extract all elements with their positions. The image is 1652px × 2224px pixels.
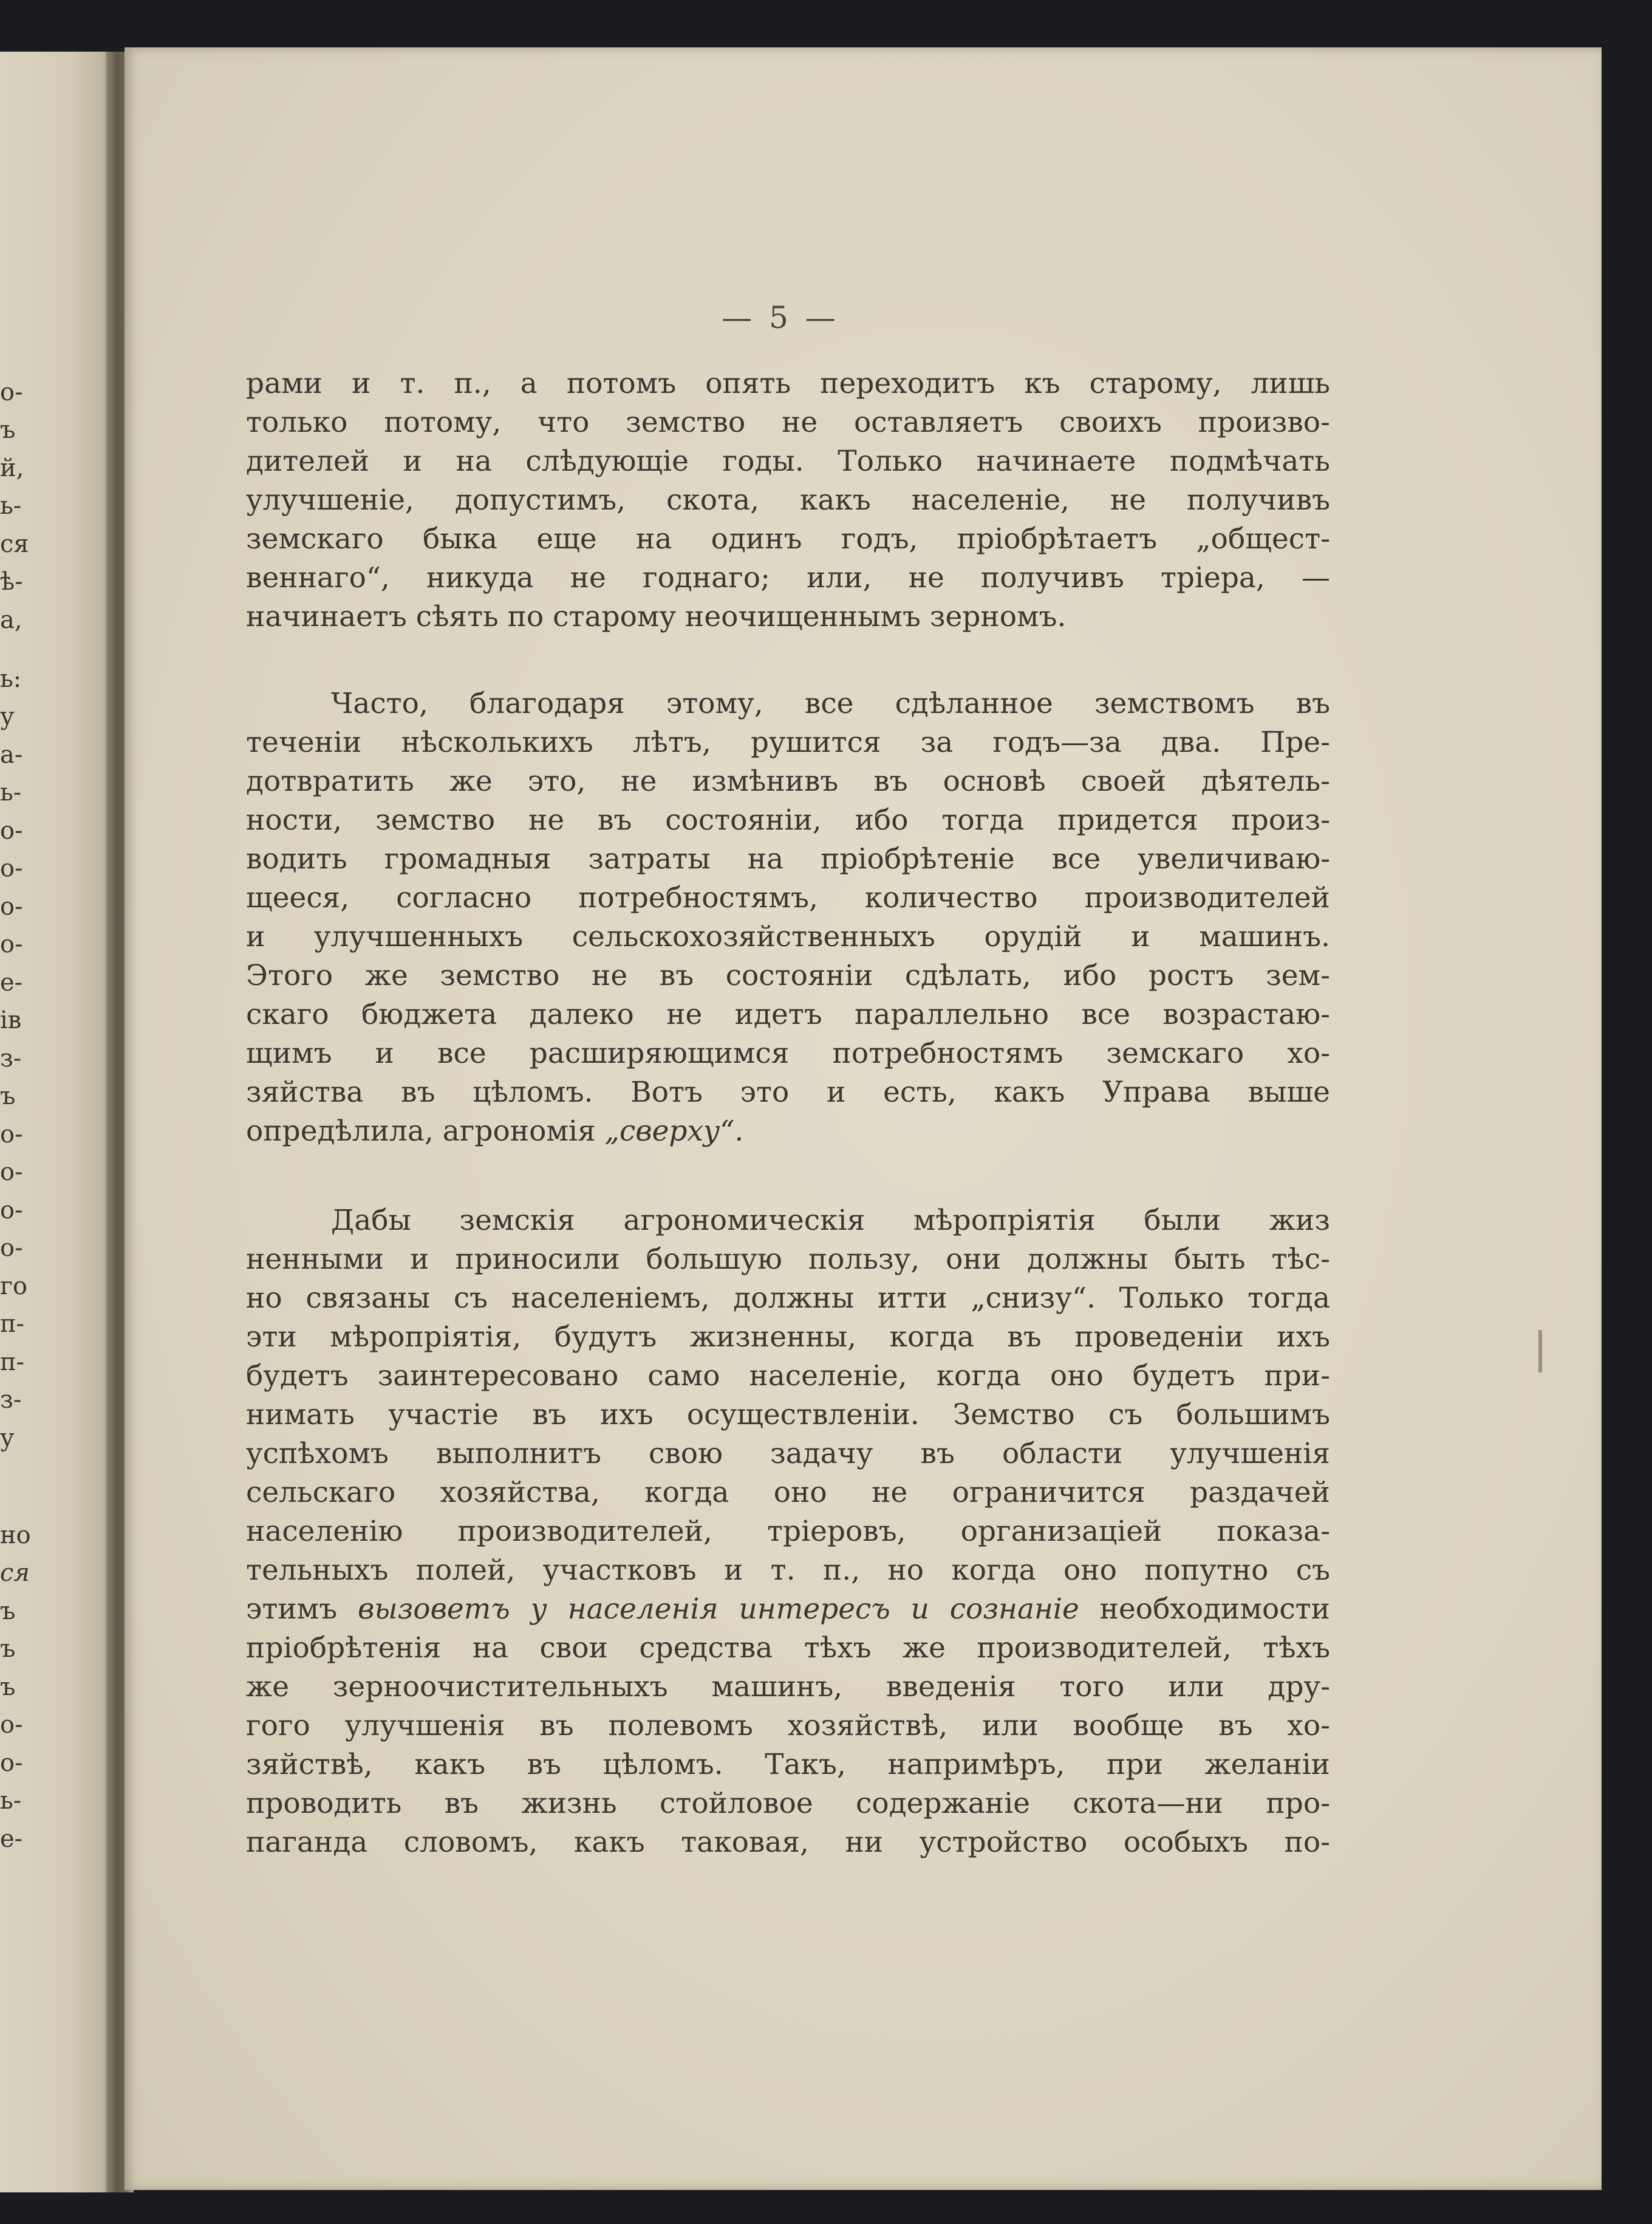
text-line: Часто, благодаря этому, все сдѣланное земствомъ въ [331,687,1330,720]
left-page-fragment: ся [0,530,29,558]
left-page-margin [0,52,115,2192]
left-page-fragment: о- [0,930,23,958]
left-page-fragment: е- [0,969,23,997]
page-number: — 5 — [722,300,839,335]
text-span: этимъ [246,1592,338,1626]
text-line: теченіи нѣсколькихъ лѣтъ, рушится за годъ—за два. Пре- [246,726,1330,759]
text-line: гого улучшенія въ полевомъ хозяйствѣ, или вообще въ хо- [246,1709,1330,1742]
emphasis-interest: вызоветъ у населенія интересъ и сознаніе [358,1592,1079,1626]
text-line: зяйствѣ, какъ въ цѣломъ. Такъ, напримѣръ, при желаніи [246,1748,1330,1781]
left-page-fragment: ъ [0,1597,16,1625]
left-page-fragment: о- [0,1234,23,1262]
left-page-fragment: ів [0,1006,22,1034]
left-page-fragment: ѣ- [0,568,23,596]
text-line: тельныхъ полей, участковъ и т. п., но когда оно попутно съ [246,1554,1330,1587]
text-line: проводить въ жизнь стойловое содержаніе скота—ни про- [246,1787,1330,1820]
text-span: необходимости [1099,1592,1330,1626]
left-page-fragment: а, [0,606,22,634]
left-page-fragment: о- [0,854,23,882]
left-page-fragment: ъ [0,1635,16,1663]
left-page-fragment: о- [0,1711,23,1739]
left-page-fragment: п- [0,1348,25,1376]
text-line: и улучшенныхъ сельскохозяйственныхъ орудій и машинъ. [246,920,1330,953]
left-page-fragment: о- [0,893,23,921]
text-line: дителей и на слѣдующіе годы. Только начинаете подмѣчать [246,445,1330,478]
text-line [246,1590,1330,1629]
text-line: ности, земство не въ состояніи, ибо тогда придется произ- [246,803,1330,837]
text-line: рами и т. п., а потомъ опять переходитъ къ старому, лишь [246,367,1330,400]
text-line: ненными и приносили большую пользу, они должны быть тѣс- [246,1243,1330,1276]
text-line [246,1112,1330,1151]
text-line: будетъ заинтересовано само населеніе, когда оно будетъ при- [246,1359,1330,1393]
page-edge-mark [1538,1330,1542,1373]
left-page-fragment: ъ [0,416,16,444]
left-page-fragment: о- [0,378,23,406]
text-line: же зерноочистительныхъ машинъ, введенія того или дру- [246,1670,1330,1704]
left-page-fragment: у [0,703,15,731]
text-line: эти мѣропріятія, будутъ жизненны, когда въ проведеніи ихъ [246,1320,1330,1354]
left-page-fragment: о- [0,1196,23,1224]
text-line: дотвратить же это, не измѣнивъ въ основѣ своей дѣятель- [246,765,1330,798]
text-line: успѣхомъ выполнитъ свою задачу въ области улучшенія [246,1437,1330,1470]
left-page-fragment: но [0,1521,31,1549]
text-line: Дабы земскія агрономическія мѣропріятія были жиз [331,1204,1330,1237]
text-line: щееся, согласно потребностямъ, количество производителей [246,881,1330,915]
text-line: только потому, что земство не оставляетъ своихъ произво- [246,406,1330,439]
text-line: но связаны съ населеніемъ, должны итти „снизу“. Только тогда [246,1281,1330,1315]
left-page-fragment: ь: [0,665,22,693]
left-page-fragment: ь- [0,779,22,807]
text-span: опредѣлила, агрономія [246,1114,596,1148]
left-page-fragment: о- [0,817,23,845]
text-line: земскаго быка еще на одинъ годъ, пріобрѣтаетъ „общест- [246,522,1330,556]
left-page-fragment: о- [0,1749,23,1777]
left-page-fragment: го [0,1272,28,1300]
left-page-fragment: ь- [0,1787,22,1815]
left-page-fragment: ь- [0,492,22,520]
text-line: улучшеніе, допустимъ, скота, какъ населеніе, не получивъ [246,483,1330,517]
left-page-fragment: у [0,1424,15,1452]
text-line: зяйства въ цѣломъ. Вотъ это и есть, какъ Управа выше [246,1076,1330,1109]
left-page-fragment: з- [0,1386,22,1414]
text-line: пріобрѣтенія на свои средства тѣхъ же производителей, тѣхъ [246,1631,1330,1665]
left-page-fragment: з- [0,1045,22,1073]
text-line: Этого же земство не въ состояніи сдѣлать, ибо ростъ зем- [246,959,1330,992]
text-line: сельскаго хозяйства, когда оно не ограничится раздачей [246,1476,1330,1509]
left-page-fragment: й, [0,454,24,482]
text-line: паганда словомъ, какъ таковая, ни устройство особыхъ по- [246,1826,1330,1859]
left-page-fragment: п- [0,1310,25,1338]
left-page-fragment: а- [0,741,23,769]
text-line: веннаго“, никуда не годнаго; или, не получивъ тріера, — [246,561,1330,595]
left-page-fragment: ъ [0,1673,16,1701]
left-page-fragment: ся [0,1559,30,1587]
text-line: щимъ и все расширяющимся потребностямъ земскаго хо- [246,1037,1330,1070]
text-line: водить громадныя затраты на пріобрѣтеніе все увеличиваю- [246,842,1330,876]
left-page-fragment: о- [0,1158,23,1186]
emphasis-sverkhu: „сверху“. [604,1114,744,1148]
left-page-fragment: о- [0,1121,23,1148]
text-line: начинаетъ сѣять по старому неочищеннымъ зерномъ. [246,600,1067,633]
left-page-fragment: е- [0,1825,23,1853]
left-page-fragment: ъ [0,1082,16,1110]
text-line: населенію производителей, тріеровъ, организаціей показа- [246,1515,1330,1548]
text-line: скаго бюджета далеко не идетъ параллельно все возрастаю- [246,998,1330,1031]
text-line: нимать участіе въ ихъ осуществленіи. Земство съ большимъ [246,1398,1330,1431]
